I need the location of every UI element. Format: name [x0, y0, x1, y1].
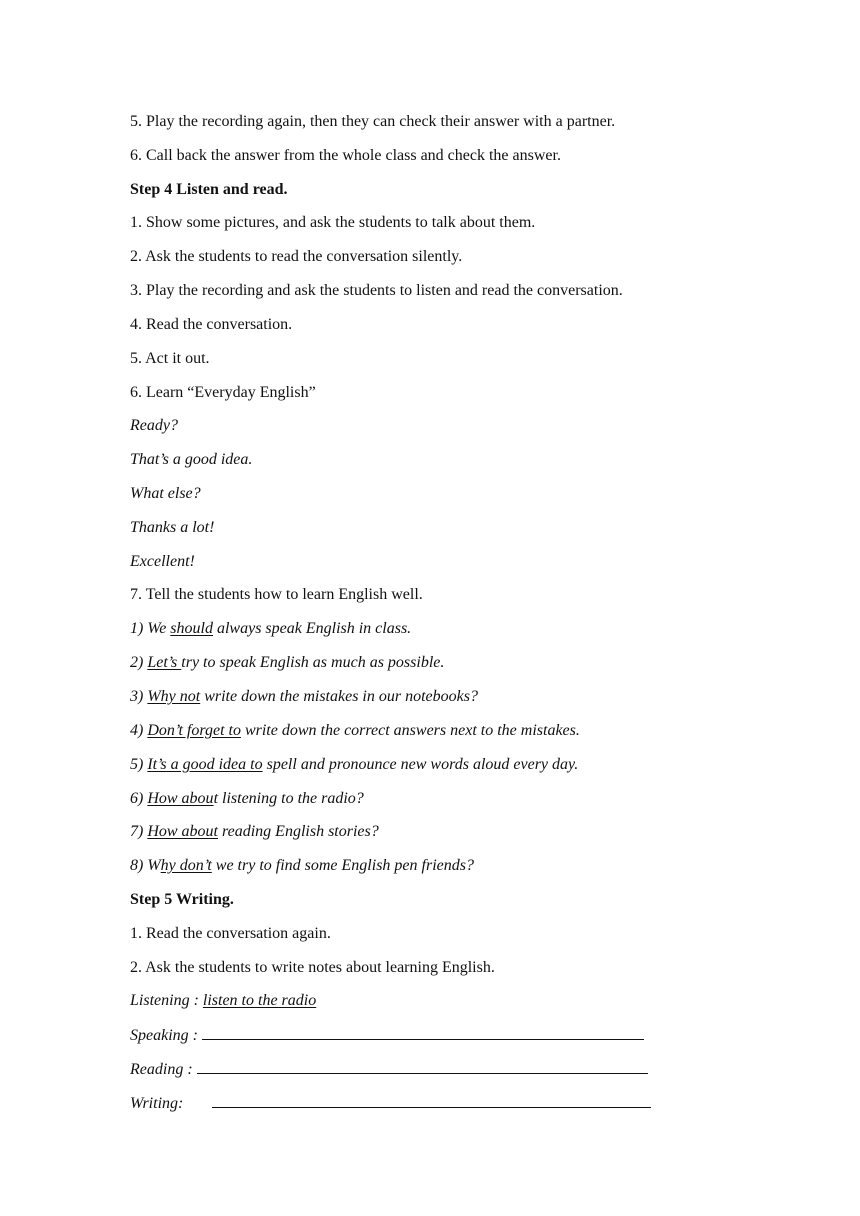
tip-underlined-phrase: How about	[147, 823, 218, 840]
step4-item-7: 7. Tell the students how to learn English well.	[130, 586, 423, 603]
tip-rest: write down the correct answers next to the mistakes.	[240, 722, 580, 739]
tip-line	[130, 721, 580, 741]
tip-rest: spell and pronounce new words aloud every day.	[262, 756, 579, 773]
note-listening	[130, 991, 316, 1011]
tip-underlined-phrase: hy don’t	[160, 857, 212, 874]
step4-heading: Step 4 Listen and read.	[130, 181, 288, 198]
step5-heading: Step 5 Writing.	[130, 891, 234, 908]
step5-item-1: 1. Read the conversation again.	[130, 925, 331, 942]
step4-item-3: 3. Play the recording and ask the students to listen and read the conversation.	[130, 282, 623, 299]
note-reading	[130, 1059, 648, 1080]
speaking-answer-blank[interactable]	[202, 1025, 644, 1040]
tip-line	[130, 653, 444, 673]
note-listening-label: Listening :	[130, 992, 203, 1009]
note-reading-label: Reading :	[130, 1061, 197, 1078]
tip-underlined-phrase: should	[170, 620, 213, 637]
tip-underlined-phrase: Don’t forget to	[147, 722, 241, 739]
tip-rest: reading English stories?	[218, 823, 379, 840]
tip-prefix: 5)	[130, 756, 148, 773]
note-writing	[130, 1093, 651, 1114]
writing-answer-blank[interactable]	[212, 1093, 651, 1108]
tip-prefix: 4)	[130, 722, 148, 739]
step4-item-4: 4. Read the conversation.	[130, 316, 293, 333]
tip-line	[130, 856, 474, 876]
tip-line	[130, 687, 478, 707]
tip-line	[130, 822, 379, 842]
tip-rest: try to speak English as much as possible.	[181, 654, 445, 671]
tip-underlined-phrase: It’s a good idea to	[147, 756, 263, 773]
tip-underlined-phrase: How abou	[147, 790, 214, 807]
step5-item-2: 2. Ask the students to write notes about learning English.	[130, 959, 495, 976]
note-writing-label: Writing:	[130, 1095, 184, 1112]
reading-answer-blank[interactable]	[197, 1059, 648, 1074]
step4-item-1: 1. Show some pictures, and ask the students to talk about them.	[130, 214, 536, 231]
tip-prefix: 7)	[130, 823, 148, 840]
step3-item-6: 6. Call back the answer from the whole class and check the answer.	[130, 147, 561, 164]
tip-underlined-phrase: Why not	[147, 688, 201, 705]
everyday-english-phrase: Thanks a lot!	[130, 519, 215, 536]
tip-rest: t listening to the radio?	[213, 790, 364, 807]
everyday-english-phrase: That’s a good idea.	[130, 451, 253, 468]
tip-prefix: 8) W	[130, 857, 161, 874]
tip-rest: write down the mistakes in our notebooks?	[200, 688, 478, 705]
tip-rest: always speak English in class.	[212, 620, 412, 637]
note-listening-value: listen to the radio	[202, 992, 317, 1009]
tip-underlined-phrase: Let’s	[147, 654, 182, 671]
step4-item-6: 6. Learn “Everyday English”	[130, 384, 316, 401]
tip-rest: we try to find some English pen friends?	[211, 857, 474, 874]
tip-line	[130, 755, 578, 775]
note-speaking-label: Speaking :	[130, 1027, 202, 1044]
everyday-english-phrase: What else?	[130, 485, 201, 502]
everyday-english-phrase: Excellent!	[130, 553, 195, 570]
step3-item-5: 5. Play the recording again, then they can check their answer with a partner.	[130, 113, 616, 130]
everyday-english-phrase: Ready?	[130, 417, 178, 434]
tip-line	[130, 789, 364, 809]
tip-line	[130, 619, 411, 639]
tip-prefix: 3)	[130, 688, 148, 705]
tip-prefix: 6)	[130, 790, 148, 807]
tip-prefix: 1) We	[130, 620, 171, 637]
step4-item-2: 2. Ask the students to read the conversation silently.	[130, 248, 463, 265]
step4-item-5: 5. Act it out.	[130, 350, 210, 367]
tip-prefix: 2)	[130, 654, 148, 671]
note-speaking	[130, 1025, 644, 1046]
